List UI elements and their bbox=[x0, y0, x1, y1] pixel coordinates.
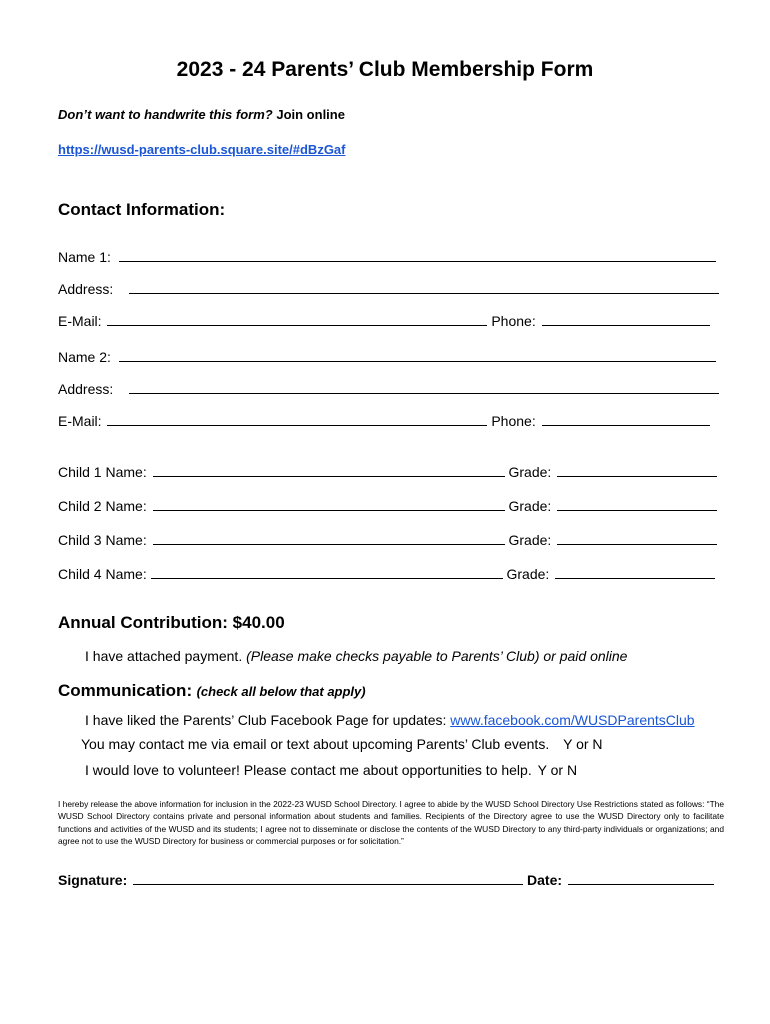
child3-label: Child 3 Name: bbox=[58, 532, 147, 548]
communication-heading: Communication: bbox=[58, 681, 193, 700]
payment-note: (Please make checks payable to Parents’ Club) or paid online bbox=[246, 648, 628, 664]
join-online-link[interactable]: https://wusd-parents-club.square.site/#dBzGaf bbox=[58, 142, 346, 157]
child4-label: Child 4 Name: bbox=[58, 566, 147, 582]
volunteer-text: I would love to volunteer! Please contact me about opportunities to help. bbox=[85, 762, 532, 778]
child2-label: Child 2 Name: bbox=[58, 498, 147, 514]
child1-grade-field[interactable] bbox=[557, 464, 717, 477]
address1-label: Address: bbox=[58, 281, 114, 297]
page-title: 2023 - 24 Parents’ Club Membership Form bbox=[176, 58, 594, 81]
email2-row bbox=[58, 413, 710, 429]
child2-row bbox=[58, 498, 717, 514]
contact-consent-row bbox=[81, 736, 603, 752]
facebook-link[interactable]: www.facebook.com/WUSDParentsClub bbox=[450, 712, 695, 728]
address1-field[interactable] bbox=[129, 281, 719, 294]
contact-consent-yn[interactable]: Y or N bbox=[563, 736, 603, 752]
contact-heading: Contact Information: bbox=[58, 200, 226, 219]
email2-label: E-Mail: bbox=[58, 413, 102, 429]
name2-label: Name 2: bbox=[58, 349, 111, 365]
email2-field[interactable] bbox=[107, 413, 487, 426]
child4-grade-field[interactable] bbox=[555, 566, 715, 579]
child3-row bbox=[58, 532, 717, 548]
address1-row bbox=[58, 281, 719, 297]
communication-subheading: (check all below that apply) bbox=[196, 684, 366, 699]
name1-label: Name 1: bbox=[58, 249, 111, 265]
contribution-heading: Annual Contribution: $40.00 bbox=[58, 613, 285, 632]
signature-field[interactable] bbox=[133, 872, 523, 885]
address2-label: Address: bbox=[58, 381, 114, 397]
child2-grade-label: Grade: bbox=[508, 498, 552, 514]
facebook-text: I have liked the Parents’ Club Facebook Page for updates: bbox=[85, 712, 451, 728]
child2-name-field[interactable] bbox=[153, 498, 505, 511]
name1-field[interactable] bbox=[119, 249, 716, 262]
child3-grade-field[interactable] bbox=[557, 532, 717, 545]
child1-name-field[interactable] bbox=[153, 464, 505, 477]
address2-row bbox=[58, 381, 719, 397]
child1-row bbox=[58, 464, 717, 480]
email1-field[interactable] bbox=[107, 313, 487, 326]
online-intro bbox=[58, 107, 345, 122]
child3-grade-label: Grade: bbox=[508, 532, 552, 548]
date-field[interactable] bbox=[568, 872, 714, 885]
intro-question: Don’t want to handwrite this form? bbox=[58, 107, 273, 122]
child1-label: Child 1 Name: bbox=[58, 464, 147, 480]
name1-row bbox=[58, 249, 716, 265]
address2-field[interactable] bbox=[129, 381, 719, 394]
phone1-field[interactable] bbox=[542, 313, 710, 326]
child1-grade-label: Grade: bbox=[508, 464, 552, 480]
facebook-row bbox=[85, 712, 695, 728]
directory-release-text: I hereby release the above information for inclusion in the 2022-23 WUSD School Directory. I agree to abide by the WUSD School Directory Use Restrictions stated as follows: “The WUSD School Directory contains private and personal information about students and families. Recipients of the Directory agree to use the WUSD Directory only to facilitate functions and activities of the WUSD and its students; I agree not to disseminate or disclose the contents of the WUSD Directory to any third-party individuals or organizations; and agree not to use the WUSD Directory for business or commercial purposes or for solicitation.” bbox=[58, 799, 724, 847]
email1-row bbox=[58, 313, 710, 329]
volunteer-yn[interactable]: Y or N bbox=[537, 762, 578, 778]
child2-grade-field[interactable] bbox=[557, 498, 717, 511]
date-label: Date: bbox=[527, 872, 563, 888]
name2-field[interactable] bbox=[119, 349, 716, 362]
child4-grade-label: Grade: bbox=[506, 566, 550, 582]
name2-row bbox=[58, 349, 716, 365]
phone2-label: Phone: bbox=[491, 413, 536, 429]
communication-heading-row bbox=[58, 681, 366, 701]
payment-text: I have attached payment. bbox=[85, 648, 247, 664]
signature-row bbox=[58, 872, 714, 888]
volunteer-row bbox=[85, 762, 577, 778]
signature-label: Signature: bbox=[58, 872, 128, 888]
phone1-label: Phone: bbox=[491, 313, 536, 329]
child4-row bbox=[58, 566, 715, 582]
email1-label: E-Mail: bbox=[58, 313, 102, 329]
child3-name-field[interactable] bbox=[153, 532, 505, 545]
join-online-link-row bbox=[58, 142, 346, 157]
intro-join: Join online bbox=[272, 107, 345, 122]
payment-row bbox=[85, 648, 627, 664]
child4-name-field[interactable] bbox=[151, 566, 503, 579]
phone2-field[interactable] bbox=[542, 413, 710, 426]
contact-consent-text: You may contact me via email or text about upcoming Parents’ Club events. bbox=[81, 736, 550, 752]
